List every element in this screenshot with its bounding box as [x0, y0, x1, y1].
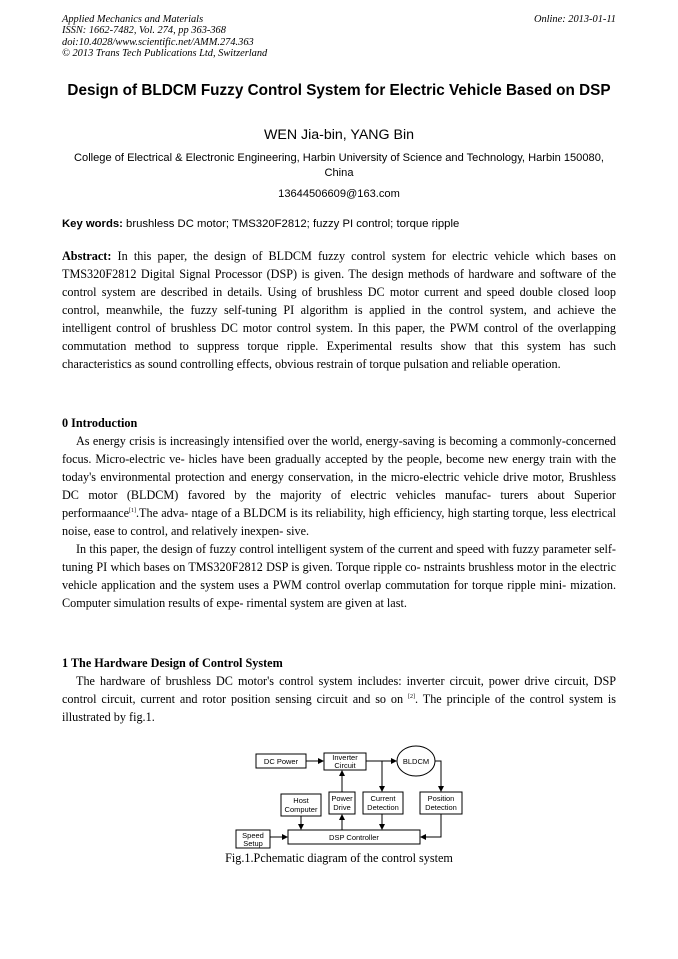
author-affiliation: College of Electrical & Electronic Engineering, Harbin University of Science and Technology, Harbin 150080, China — [74, 152, 604, 179]
section-introduction — [62, 414, 616, 612]
intro-paragraph-1 — [62, 432, 616, 540]
keywords-label: Key words: — [62, 218, 123, 230]
journal-copyright: © 2013 Trans Tech Publications Ltd, Switzerland — [62, 48, 268, 60]
dc-power-label: DC Power — [263, 757, 299, 766]
citation-1: [1] — [128, 507, 136, 514]
abstract-text: In this paper, the design of BLDCM fuzzy control system for electric vehicle which bases on TMS320F2812 Digital Signal Processor (DSP) is given. The design methods of hardware and software of the control system are described in details. Using of brushless DC motor current and speed double closed loop control, meanwhile, the fuzzy self-tuning PI algorithm is applied in the control system, and achieve the intelligent control of brushless DC motor control system. In this paper, the PWM control of the overlapping commutation method to suppress torque ripple. Experimental results show that this system has such characteristics as sound controlling effects, obvious restrain of torque pulsation and reliable operation. — [62, 249, 616, 371]
figure-1-diagram — [230, 742, 466, 850]
journal-name: Applied Mechanics and Materials — [62, 14, 204, 25]
citation-2: [2] — [408, 693, 416, 700]
author-email: 13644506609@163.com — [278, 188, 400, 200]
inverter-label-1: Inverter — [332, 753, 358, 762]
current-label-1: Current — [370, 794, 396, 803]
link-position-to-dsp — [421, 814, 441, 837]
journal-header — [62, 14, 616, 60]
journal-info — [62, 14, 616, 60]
section-heading-hardware: 1 The Hardware Design of Control System — [62, 656, 283, 670]
dsp-label: DSP Controller — [329, 833, 379, 842]
link-bldcm-to-position — [435, 761, 441, 791]
position-label-1: Position — [427, 794, 455, 803]
abstract — [62, 247, 616, 373]
hardware-p1-text-b: . The principle of the control system is illustrated by fig.1. — [62, 692, 616, 724]
hardware-paragraph-1 — [62, 672, 616, 726]
intro-p1-text-a: As energy crisis is increasingly intensified over the world, energy-saving is becoming a commonly-concerned focus. Micro-electric ve- hicles have been gradually accepted by the people, become new energy train with the today's environmental protection and energy conservation, in the micro-electric vehicle drive motor, Brushless DC motor (BLDCM) favored by the majority of electric vehicles manufac- turers about Superior performaance — [62, 434, 616, 520]
power-label-2: Drive — [333, 803, 351, 812]
speed-label-2: Setup — [243, 839, 263, 848]
current-label-2: Detection — [367, 803, 399, 812]
speed-label-1: Speed — [242, 831, 264, 840]
online-date: Online: 2013-01-11 — [533, 14, 616, 25]
intro-p1-text-b: .The adva- ntage of a BLDCM is its reliability, high efficiency, high starting torque, less electrical noise, ease to control, and relatively inexpen- sive. — [62, 506, 616, 538]
inverter-label-2: Circuit — [334, 761, 356, 770]
host-label-1: Host — [293, 796, 309, 805]
paper-title: Design of BLDCM Fuzzy Control System for Electric Vehicle Based on DSP — [67, 82, 611, 99]
section-hardware-design — [62, 654, 616, 726]
keywords — [62, 217, 616, 232]
paper-authors: WEN Jia-bin, YANG Bin — [263, 127, 415, 143]
power-label-1: Power — [331, 794, 353, 803]
section-heading-introduction: 0 Introduction — [62, 416, 138, 430]
intro-paragraph-2: In this paper, the design of fuzzy control intelligent system of the current and speed with fuzzy parameter self-tuning PI which bases on TMS320F2812 DSP is given. Torque ripple co- nstraints brushless motor in the electric vehicle application and the system uses a PWM control overlap commutation for torque ripple mini- mization. Computer simulation results of expe- rimental system are given at last. — [62, 542, 616, 610]
bldcm-label: BLDCM — [402, 757, 430, 766]
keywords-text: brushless DC motor; TMS320F2812; fuzzy PI control; torque ripple — [126, 218, 460, 230]
journal-doi: doi:10.4028/www.scientific.net/AMM.274.363 — [62, 36, 254, 48]
abstract-label: Abstract: — [62, 249, 112, 263]
control-system-diagram — [230, 742, 466, 850]
host-label-2: Computer — [284, 805, 318, 814]
hardware-p1-text-a: The hardware of brushless DC motor's control system includes: inverter circuit, power drive circuit, DSP control circuit, current and rotor position sensing circuit and so on — [62, 674, 616, 706]
position-label-2: Detection — [425, 803, 457, 812]
figure-1-caption: Fig.1.Pchematic diagram of the control system — [225, 851, 453, 865]
journal-issn: ISSN: 1662-7482, Vol. 274, pp 363-368 — [62, 25, 226, 37]
